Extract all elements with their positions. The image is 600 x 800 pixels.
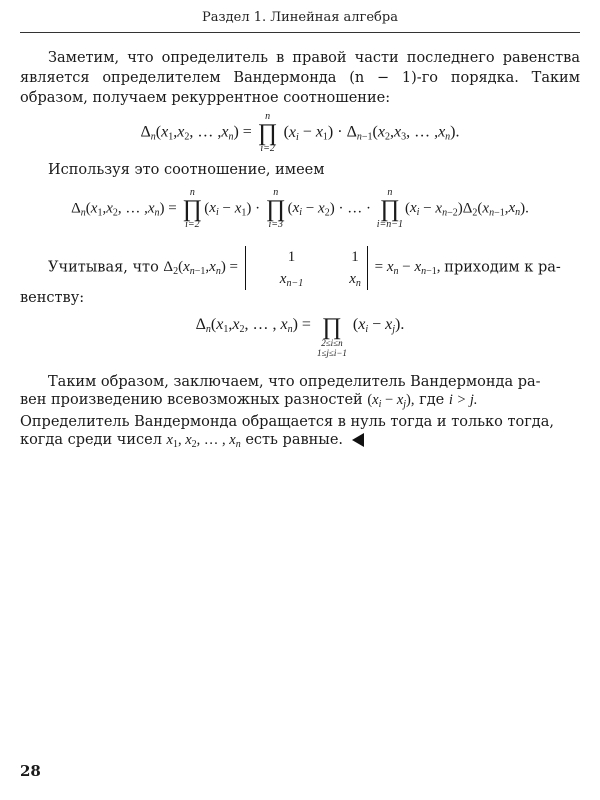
product-symbol: n ∏ i=3	[265, 187, 286, 230]
text-arrive-at: приходим к ра-	[444, 259, 561, 276]
product-symbol: n ∏ i=n−1	[376, 187, 403, 230]
product-symbol: n ∏ i=2	[257, 111, 278, 154]
paragraph-vandermonde-intro: Заметим, что определитель в правой части последнего равенства является определителем Вандермонда (n − 1)-го порядка. Таким образом, получаем рекуррентное соотношение:	[20, 50, 580, 106]
paragraph-considering: Учитывая, что $\Delta_2(x_{n-1},x_n)$ = 1 1 $x_{n-1}$ $x_n$ = $x_n - x_{n-1}$, приходим к ра-	[20, 246, 580, 290]
end-of-proof-icon	[352, 433, 364, 447]
formula-recurrence: $\Delta_n(x_1,x_2$, … $,x_n$) = n ∏ i=2 $(x_i - x_1) \cdot \Delta_{n-1}(x_2,x_3$, … $,x_n$).	[140, 111, 460, 154]
text-considering: Учитывая, что	[48, 259, 159, 276]
paragraph-using-relation: Используя это соотношение, имеем	[48, 162, 325, 178]
paragraph-conclusion-line1: Таким образом, заключаем, что определитель Вандермонда ра-	[48, 374, 541, 390]
formula-vandermonde-product: $\Delta_n(x_1,x_2$, … , $x_n$) = ∏ 2≤i≤n 1≤j≤i−1 $(x_i - x_j)$.	[195, 314, 405, 358]
page-number: 28	[20, 762, 41, 780]
determinant-2x2: 1 1 $x_{n-1}$ $x_n$	[245, 246, 368, 290]
header-rule	[20, 32, 580, 33]
product-symbol: n ∏ i=2	[182, 187, 203, 230]
running-header: Раздел 1. Линейная алгебра	[202, 10, 398, 25]
paragraph-conclusion-line2: вен произведению всевозможных разностей $(x_i - x_j)$, где i > j.	[20, 392, 478, 410]
paragraph-equality-continuation: венству:	[20, 290, 85, 306]
formula-expansion: $\Delta_n(x_1,x_2$, … $,x_n$) = n ∏ i=2 $(x_i - x_1)$ · n ∏ i=3 $(x_i - x_2)$ · … · n ∏ i=n−1 $(x_i - x_{n-2})\Delta_2(x_{n-1},x_n)$.	[71, 187, 529, 230]
paragraph-conclusion-line4: когда среди чисел $x_1$, $x_2$, … , $x_n$ есть равные.	[20, 432, 580, 449]
product-symbol: ∏ 2≤i≤n 1≤j≤i−1	[316, 314, 347, 358]
paragraph-conclusion-line3: Определитель Вандермонда обращается в нуль тогда и только тогда,	[20, 414, 554, 430]
